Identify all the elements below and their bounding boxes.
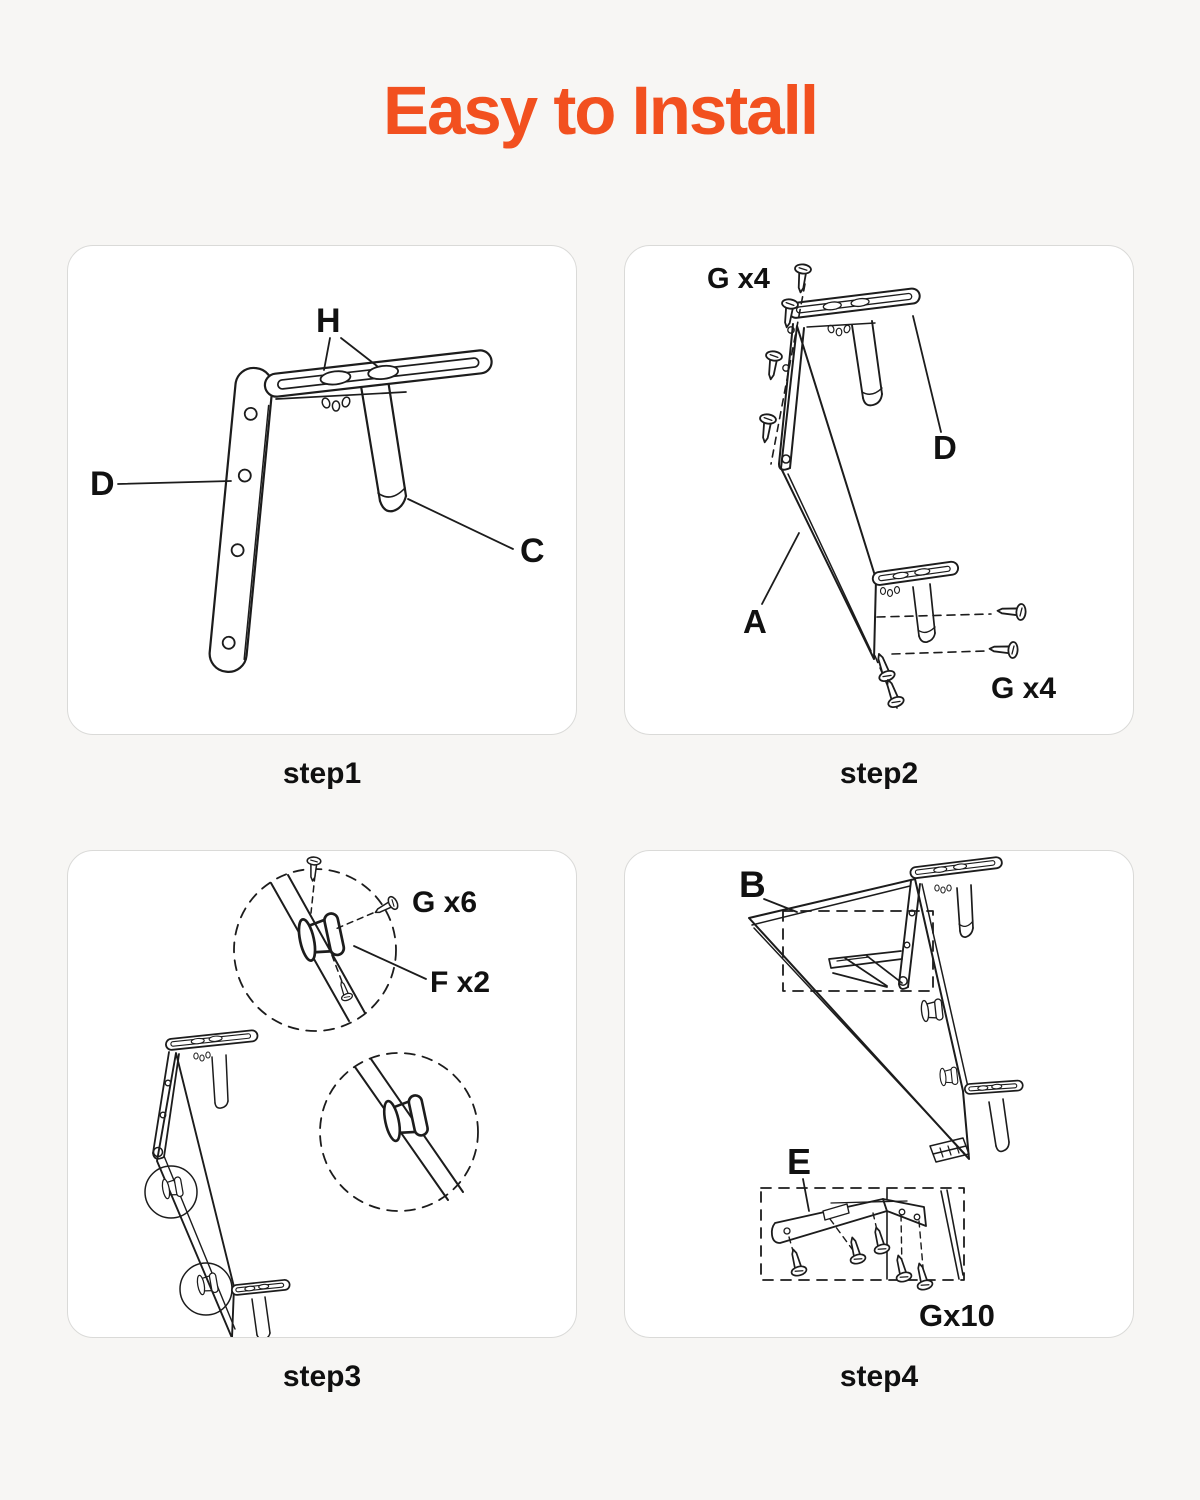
bracket-top-edge [807, 323, 875, 327]
slotted-bar-drawing [910, 857, 1003, 879]
step1-panel [67, 245, 577, 735]
step4-panel [624, 850, 1134, 1338]
hardware-label-g-top: G x4 [707, 263, 770, 295]
detail-circle-bottom [320, 1053, 478, 1211]
hardware-label-g-bottom: G x4 [991, 672, 1057, 705]
bracket-arm-drawing [208, 366, 274, 673]
slotted-bar-drawing [788, 288, 921, 319]
knob-drawing [381, 1094, 429, 1142]
svg-text:H: H [316, 302, 341, 340]
hardware-label-g: Gx10 [919, 1298, 995, 1333]
step4-caption: step4 [839, 1360, 919, 1393]
leg-drawing [852, 321, 882, 405]
leg-drawing [361, 380, 406, 511]
step3-diagram [68, 851, 577, 1338]
leg-lower-drawing [913, 584, 935, 642]
svg-text:C: C [520, 532, 545, 570]
step1-diagram [68, 246, 577, 734]
detail-rect-bottom [761, 1188, 964, 1291]
svg-text:G x6: G x6 [412, 886, 478, 919]
part-label-c [408, 499, 545, 570]
page-title: Easy to Install [383, 72, 817, 149]
part-label-d [913, 316, 957, 466]
svg-text:A: A [743, 603, 767, 640]
step2-caption: step2 [839, 757, 919, 790]
part-label-b [739, 864, 797, 912]
step2-diagram [625, 246, 1134, 734]
part-label-d [90, 465, 231, 503]
part-label-e [787, 1141, 811, 1211]
part-label-h [316, 302, 377, 370]
board-drawing [749, 879, 969, 1159]
wing-nut-drawing [321, 396, 351, 411]
frame-assembly-drawing [145, 1030, 290, 1338]
part-label-a [743, 533, 799, 640]
slotted-bar-lower-drawing [872, 561, 959, 586]
svg-text:F x2: F x2 [430, 966, 491, 999]
step4-diagram [625, 851, 1134, 1338]
slotted-bar-lower-drawing [965, 1080, 1024, 1094]
leg-lower-drawing [989, 1099, 1009, 1151]
svg-text:B: B [739, 864, 766, 905]
wing-nut-lower-drawing [881, 587, 900, 597]
hardware-label-f [354, 946, 490, 999]
step2-panel [624, 245, 1134, 735]
step1-caption: step1 [282, 757, 362, 790]
detail-circle-top [234, 857, 400, 1031]
knob-drawing [296, 912, 345, 962]
hardware-label-g [412, 886, 477, 919]
slotted-bar-drawing [264, 349, 493, 398]
step3-panel [67, 850, 577, 1338]
board-drawing [781, 326, 876, 659]
wing-nut-drawing [935, 885, 951, 893]
svg-text:D: D [90, 465, 115, 503]
step3-caption: step3 [282, 1360, 362, 1393]
svg-text:D: D [933, 429, 957, 466]
svg-text:E: E [787, 1141, 812, 1182]
leg-drawing [957, 885, 973, 937]
